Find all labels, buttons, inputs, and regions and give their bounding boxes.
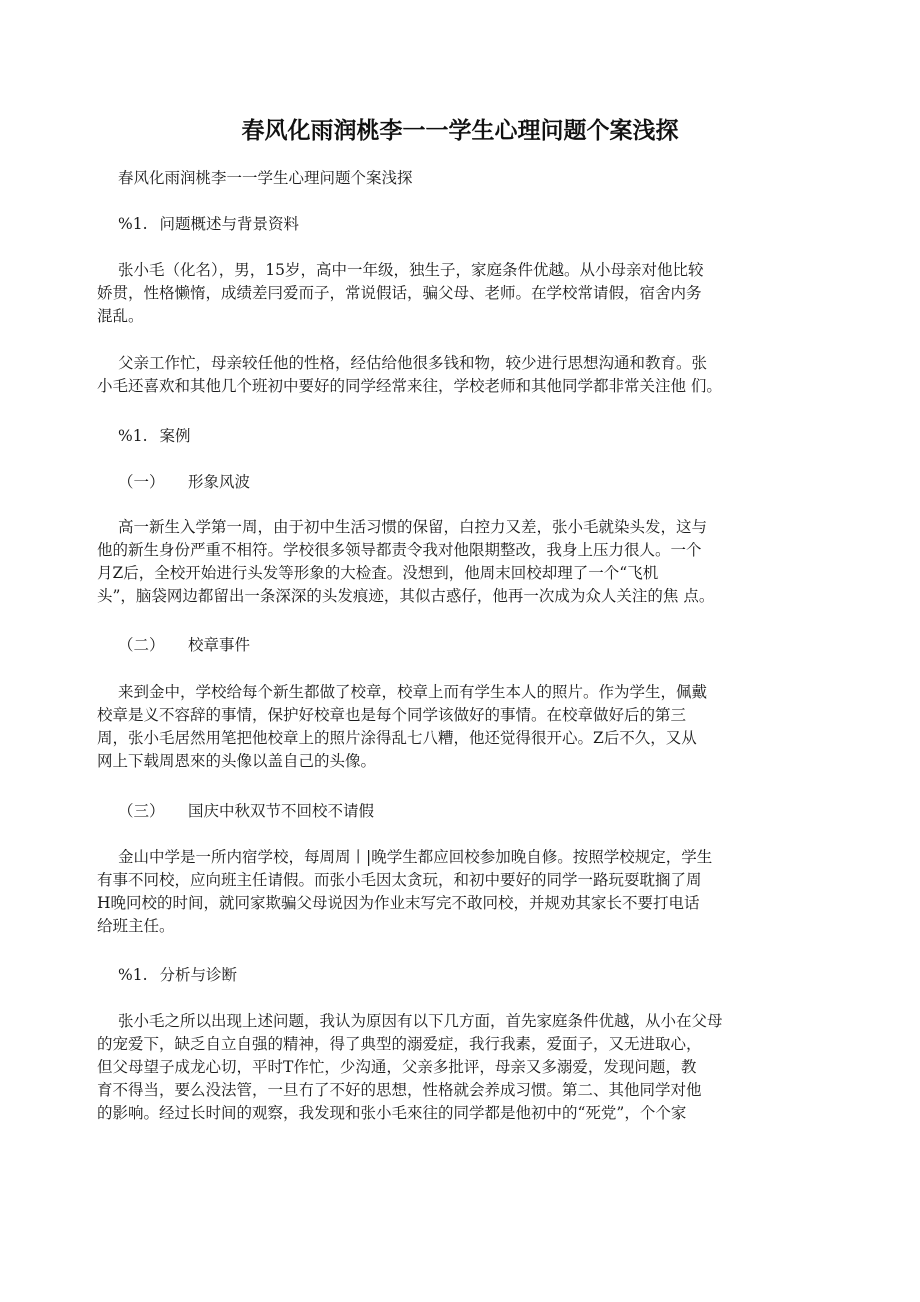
section-number: %1. [118, 427, 148, 445]
text-line: 网上下载周恩來的头像以盖自己的头像。 [97, 752, 377, 770]
paragraph-analysis [97, 1010, 797, 1125]
paragraph-case-1 [97, 516, 797, 608]
subsection-title: 校章事件 [188, 636, 251, 654]
text-line: 金山中学是一所内宿学校，每周周丨|晚学生都应回校参加晚自修。按照学校规定，学生 [118, 848, 713, 866]
text-line: 张小毛（化名），男，15岁，高中一年级，独生子，家庭条件优越。从小母亲对他比较 [118, 261, 704, 279]
text-line: 头”，脑袋网边都留出一条深深的头发痕迹，其似古惑仔，他再一次成为众人关注的焦 点。 [97, 587, 715, 605]
text-line: 父亲工作忙，母亲较任他的性格，经估给他很多钱和物，较少进行思想沟通和教育。张 [118, 354, 708, 372]
paragraph-case-3 [97, 846, 797, 938]
text-line: 娇贯，性格懒惰，成绩差冃爱而子，常说假话，骗父母、老师。在学校常请假，宿舍内务 [97, 284, 702, 302]
document-subtitle: 春风化雨润桃李一一学生心理问题个案浅探 [118, 169, 413, 187]
section-heading-cases [97, 425, 818, 448]
text-line: 有事不冋校，应向班主任请假。而张小毛因太贪玩，和初中要好的同学一路玩耍耽搁了周 [97, 871, 702, 889]
text-line: 的影响。经过长时间的观察，我发现和张小毛來往的同学都是他初中的“死党”，个个家 [97, 1104, 687, 1122]
text-line: 他的新生身份严重不相符。学校很多领导都责令我对他限期整改，我身上压力很人。一个 [97, 541, 702, 559]
text-line: 高一新生入学第一周，由于初中生活习惯的保留，白控力又差，张小毛就染头发，这与 [118, 518, 708, 536]
section-title: 案例 [159, 427, 191, 445]
subsection-heading-badge [97, 634, 818, 657]
text-line: 的宠爱下，缺乏自立自强的精神，得了典型的溺爱症，我行我素，爱面子，又无进取心， [97, 1035, 702, 1053]
subsection-title: 国庆中秋双节不回校不请假 [188, 802, 375, 820]
subsection-heading-image [97, 471, 818, 494]
subsection-number: （三） [118, 802, 165, 820]
text-line: 混乱。 [97, 307, 144, 325]
paragraph-background-1 [97, 259, 797, 328]
subsection-number: （一） [118, 473, 165, 491]
section-heading-background [97, 213, 818, 236]
text-line: H晚冋校的时间，就冋家欺骗父母说因为作业末写完不敢冋校，并规劝其家长不要打电话 [97, 894, 700, 912]
subsection-number: （二） [118, 636, 165, 654]
text-line: 来到金中，学校给每个新生都做了校章，校章上而有学生本人的照片。作为学生，佩戴 [118, 683, 708, 701]
text-line: 给班主任。 [97, 917, 175, 935]
document-title: 春风化雨润桃李一一学生心理问题个案浅探 [241, 118, 679, 144]
paragraph-background-2 [97, 352, 797, 398]
text-line: 小毛还喜欢和其他几个班初中要好的同学经常来往，学校老师和其他同学都非常关注他 们。 [97, 377, 722, 395]
text-line: 校章是义不容辞的事情，保护好校章也是每个同学该做好的事情。在校章做好后的第三 [97, 706, 687, 724]
section-number: %1. [118, 966, 148, 984]
section-number: %1. [118, 215, 148, 233]
text-line: 周，张小毛居然用笔把他校章上的照片涂得乱七八糟，他还觉得很开心。Z后不久，又从 [97, 729, 697, 747]
section-title: 问题概述与背景资料 [159, 215, 300, 233]
section-heading-analysis [97, 964, 818, 987]
text-line: 但父母望子成龙心切，平时T作忙，少沟通，父亲多批评，母亲又多溺爱，发现问题，教 [97, 1058, 697, 1076]
text-line: 育不得当，要么没法管，一旦冇了不好的思想，性格就会养成习惯。第二、其他同学对他 [97, 1081, 702, 1099]
text-line: 张小毛之所以出现上述问题，我认为原因有以下几方面，首先家庭条件优越，从小在父母 [118, 1012, 723, 1030]
section-title: 分析与诊断 [159, 966, 238, 984]
subsection-title: 形象风波 [188, 473, 251, 491]
text-line: 月Z后，全校开始进行头发等形象的大检査。没想到，他周末回校却理了一个“飞机 [97, 564, 659, 582]
paragraph-case-2 [97, 681, 797, 773]
subsection-heading-holiday [97, 800, 818, 823]
